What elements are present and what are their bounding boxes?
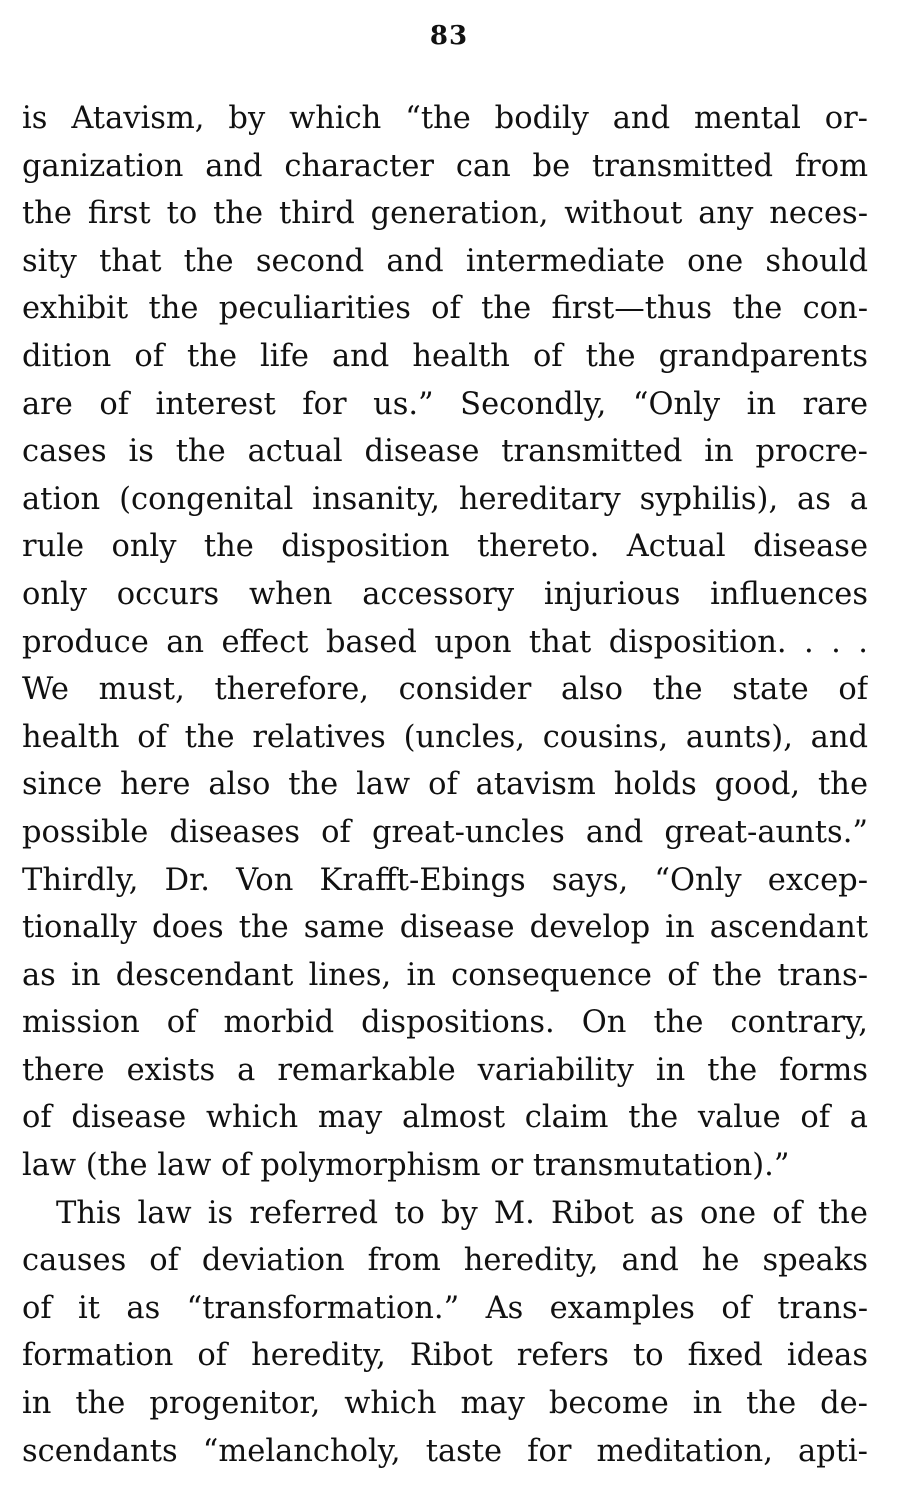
text-line: exhibit the peculiarities of the first—thus the con-: [22, 291, 868, 327]
text-line: ganization and character can be transmitted from: [22, 148, 868, 184]
text-line: ation (congenital insanity, hereditary syphilis), as a: [22, 481, 868, 517]
text-line: produce an effect based upon that disposition. . . .: [22, 624, 868, 660]
text-line: as in descendant lines, in consequence of the trans-: [22, 957, 868, 993]
text-line: of it as “transformation.” As examples of trans-: [22, 1290, 868, 1326]
text-line: in the progenitor, which may become in the de-: [22, 1386, 868, 1422]
body-text: [22, 95, 868, 1475]
text-line: We must, therefore, consider also the state of: [22, 672, 868, 708]
text-line: law (the law of polymorphism or transmutation).”: [22, 1148, 790, 1184]
text-line: cases is the actual disease transmitted in procre-: [22, 434, 868, 470]
text-line: tionally does the same disease develop in ascendant: [22, 910, 868, 946]
text-line: sity that the second and intermediate one should: [22, 243, 868, 279]
text-line: scendants “melancholy, taste for meditation, apti-: [22, 1433, 868, 1469]
text-line: This law is referred to by M. Ribot as one of the: [56, 1195, 868, 1231]
text-line: possible diseases of great-uncles and great-aunts.”: [22, 814, 868, 850]
text-line: are of interest for us.” Secondly, “Only in rare: [22, 386, 868, 422]
page-number: 83: [429, 21, 469, 51]
text-line: Thirdly, Dr. Von Krafft-Ebings says, “Only excep-: [22, 862, 868, 898]
text-line: the first to the third generation, without any neces-: [22, 196, 868, 232]
text-line: since here also the law of atavism holds good, the: [22, 767, 868, 803]
text-line: mission of morbid dispositions. On the contrary,: [22, 1005, 868, 1041]
text-line: formation of heredity, Ribot refers to fixed ideas: [22, 1338, 868, 1374]
text-line: causes of deviation from heredity, and he speaks: [22, 1243, 868, 1279]
text-line: only occurs when accessory injurious influences: [22, 576, 868, 612]
text-line: of disease which may almost claim the value of a: [22, 1100, 868, 1136]
text-line: health of the relatives (uncles, cousins, aunts), and: [22, 719, 868, 755]
text-line: there exists a remarkable variability in the forms: [22, 1052, 868, 1088]
text-line: rule only the disposition thereto. Actual disease: [22, 529, 868, 565]
text-line: dition of the life and health of the grandparents: [22, 338, 868, 374]
text-line: is Atavism, by which “the bodily and mental or-: [22, 101, 868, 136]
